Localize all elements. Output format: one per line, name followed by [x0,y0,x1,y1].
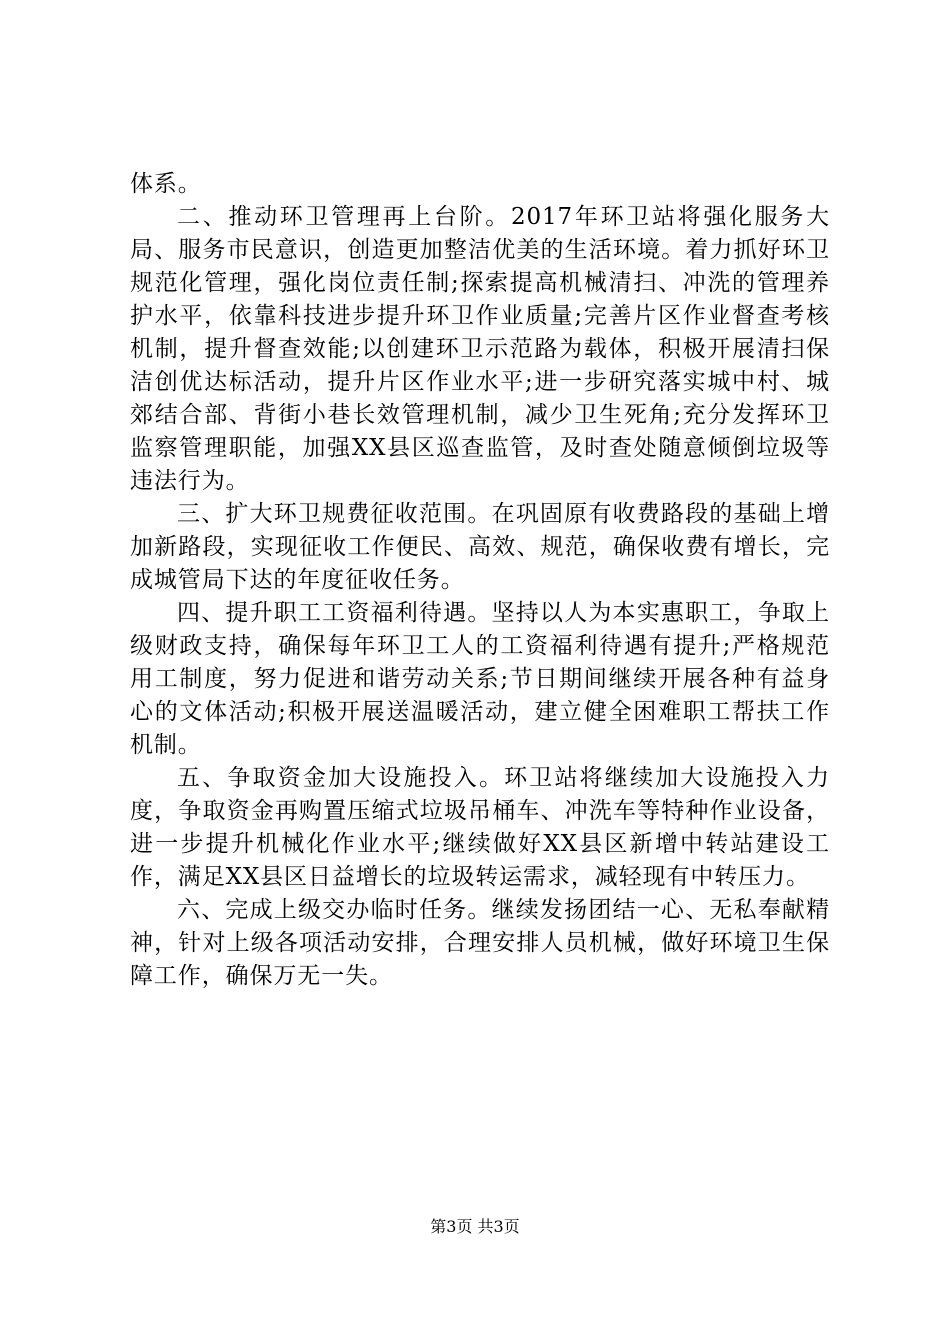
paragraph-continuation: 体系。 [130,171,202,197]
page-number-footer: 第3页 共3页 [430,1217,520,1236]
paragraph-item-4: 四、提升职工工资福利待遇。坚持以人为本实惠职工，争取上级财政支持，确保每年环卫工人的工资福利待遇有提升;严格规范用工制度，努力促进和谐劳动关系;节日期间继续开展各种有益身心的文体活动;积极开展送温暖活动，建立健全困难职工帮扶工作机制。 [130,600,830,758]
paragraph-item-6: 六、完成上级交办临时任务。继续发扬团结一心、无私奉献精神，针对上级各项活动安排，合理安排人员机械，做好环境卫生保障工作，确保万无一失。 [130,897,830,989]
document-body [130,168,830,993]
paragraph-item-3: 三、扩大环卫规费征收范围。在巩固原有收费路段的基础上增加新路段，实现征收工作便民、高效、规范，确保收费有增长，完成城管局下达的年度征收任务。 [130,501,830,593]
paragraph-item-5: 五、争取资金加大设施投入。环卫站将继续加大设施投入力度，争取资金再购置压缩式垃圾吊桶车、冲洗车等特种作业设备，进一步提升机械化作业水平;继续做好XX县区新增中转站建设工作，满足XX县区日益增长的垃圾转运需求，减轻现有中转压力。 [130,765,830,890]
paragraph-item-2: 二、推动环卫管理再上台阶。2017年环卫站将强化服务大局、服务市民意识，创造更加整洁优美的生活环境。着力抓好环卫规范化管理，强化岗位责任制;探索提高机械清扫、冲洗的管理养护水平，依靠科技进步提升环卫作业质量;完善片区作业督查考核机制，提升督查效能;以创建环卫示范路为载体，积极开展清扫保洁创优达标活动，提升片区作业水平;进一步研究落实城中村、城郊结合部、背街小巷长效管理机制，减少卫生死角;充分发挥环卫监察管理职能，加强XX县区巡查监管，及时查处随意倾倒垃圾等违法行为。 [130,204,830,494]
